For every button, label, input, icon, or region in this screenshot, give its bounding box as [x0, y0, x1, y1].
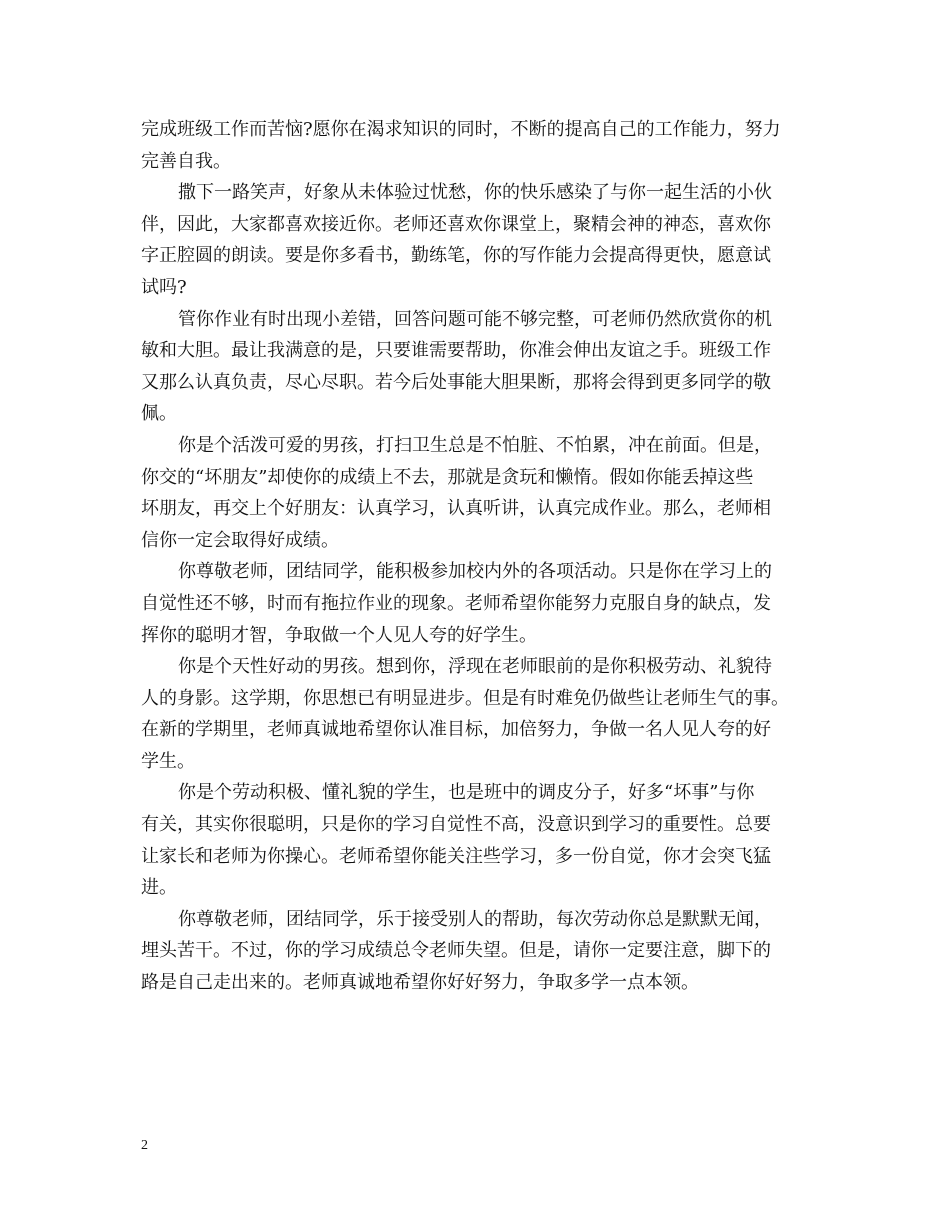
text-line: 又那么认真负责，尽心尽职。若今后处事能大胆果断，那将会得到更多同学的敬 [141, 371, 771, 393]
document-body [141, 114, 811, 999]
text-line: 试吗? [141, 276, 187, 298]
text-line: 字正腔圆的朗读。要是你多看书，勤练笔，你的写作能力会提高得更快，愿意试 [141, 245, 771, 267]
paragraph-first-line: 你尊敬老师，团结同学，能积极参加校内外的各项活动。只是你在学习上的 [178, 561, 772, 583]
page-number: 2 [141, 1138, 148, 1153]
text-line: 挥你的聪明才智，争取做一个人见人夸的好学生。 [141, 624, 537, 646]
paragraph-first-line: 你是个天性好动的男孩。想到你，浮现在老师眼前的是你积极劳动、礼貌待 [178, 656, 772, 678]
paragraph-first-line: 撒下一路笑声，好象从未体验过忧愁，你的快乐感染了与你一起生活的小伙 [178, 182, 772, 204]
text-line: 佩。 [141, 403, 177, 425]
paragraph-first-line: 你尊敬老师，团结同学，乐于接受别人的帮助，每次劳动你总是默默无闻， [178, 908, 772, 930]
text-line: 埋头苦干。不过，你的学习成绩总令老师失望。但是，请你一定要注意，脚下的 [141, 940, 771, 962]
text-line: 学生。 [141, 750, 195, 772]
text-line: 在新的学期里，老师真诚地希望你认准目标，加倍努力，争做一名人见人夸的好 [141, 719, 771, 741]
text-line: 完善自我。 [141, 150, 231, 172]
text-line: 伴，因此，大家都喜欢接近你。老师还喜欢你课堂上，聚精会神的神态，喜欢你 [141, 213, 771, 235]
paragraph-first-line: 你是个活泼可爱的男孩，打扫卫生总是不怕脏、不怕累，冲在前面。但是， [178, 434, 772, 456]
text-line: 进。 [141, 877, 177, 899]
paragraph-first-line: 你是个劳动积极、懂礼貌的学生，也是班中的调皮分子，好多“坏事”与你 [178, 782, 755, 804]
text-line: 信你一定会取得好成绩。 [141, 529, 339, 551]
text-line: 路是自己走出来的。老师真诚地希望你好好努力，争取多学一点本领。 [141, 972, 699, 994]
text-line: 你交的“坏朋友”却使你的成绩上不去，那就是贪玩和懒惰。假如你能丢掉这些 [141, 466, 754, 488]
text-line: 完成班级工作而苦恼?愿你在渴求知识的同时，不断的提高自己的工作能力，努力 [141, 119, 781, 140]
text-line: 有关，其实你很聪明，只是你的学习自觉性不高，没意识到学习的重要性。总要 [141, 814, 771, 836]
text-line: 让家长和老师为你操心。老师希望你能关注些学习，多一份自觉，你才会突飞猛 [141, 845, 771, 867]
text-line: 自觉性还不够，时而有拖拉作业的现象。老师希望你能努力克服自身的缺点，发 [141, 592, 771, 614]
text-line: 人的身影。这学期，你思想已有明显进步。但是有时难免仍做些让老师生气的事。 [141, 687, 789, 709]
text-line: 敏和大胆。最让我满意的是，只要谁需要帮助，你准会伸出友谊之手。班级工作 [141, 340, 771, 362]
text-line: 坏朋友，再交上个好朋友：认真学习，认真听讲，认真完成作业。那么，老师相 [141, 498, 771, 520]
paragraph-first-line: 管你作业有时出现小差错，回答问题可能不够完整，可老师仍然欣赏你的机 [178, 308, 772, 330]
